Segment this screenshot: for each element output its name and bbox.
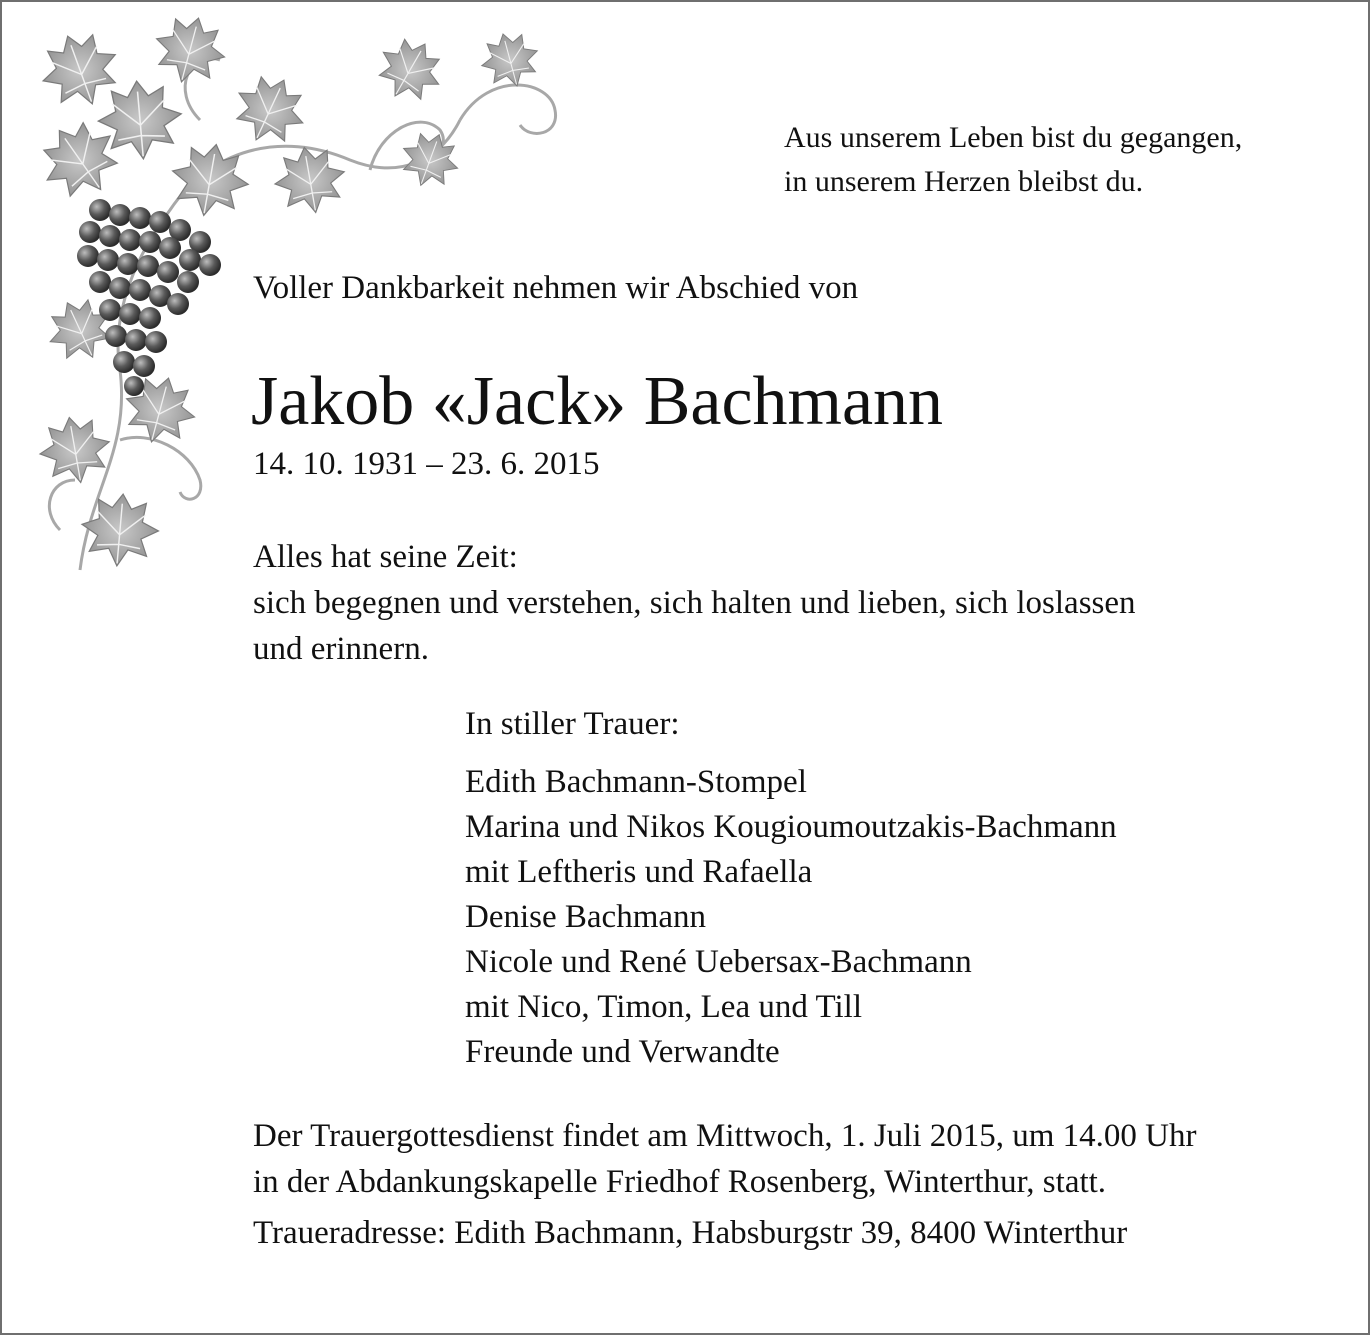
grape-cluster [77, 199, 221, 396]
motto-line: Aus unserem Leben bist du gegangen, [784, 121, 1243, 154]
mourning-heading: In stiller Trauer: [465, 706, 680, 742]
mourner-entry: Edith Bachmann-Stompel [465, 764, 807, 800]
service-announcement [253, 1113, 1196, 1205]
motto-verse [784, 116, 1242, 204]
deceased-name: Jakob «Jack» Bachmann [251, 363, 944, 440]
mourner-entry: Nicole und René Uebersax-Bachmann [465, 944, 972, 980]
mourner-entry: Freunde und Verwandte [465, 1034, 780, 1070]
quote-block [253, 534, 1136, 672]
intro-line: Voller Dankbarkeit nehmen wir Abschied von [253, 270, 859, 306]
motto-line: in unserem Herzen bleibst du. [784, 165, 1144, 198]
mourner-entry: Denise Bachmann [465, 899, 707, 935]
mourners-list [465, 760, 1117, 1075]
life-dates: 14. 10. 1931 – 23. 6. 2015 [253, 446, 600, 482]
mourner-entry: Marina und Nikos Kougioumoutzakis-Bachmann [465, 809, 1117, 845]
mourner-entry: mit Nico, Timon, Lea und Till [465, 989, 862, 1025]
mourner-entry: mit Leftheris und Rafaella [465, 854, 813, 890]
quote-line: Alles hat seine Zeit: [253, 539, 518, 575]
quote-line: sich begegnen und verstehen, sich halten und lieben, sich loslassen [253, 585, 1136, 621]
service-line: Der Trauergottesdienst findet am Mittwoch, 1. Juli 2015, um 14.00 Uhr [253, 1118, 1197, 1154]
mourning-address: Traueradresse: Edith Bachmann, Habsburgstr 39, 8400 Winterthur [253, 1215, 1128, 1251]
service-line: in der Abdankungskapelle Friedhof Rosenberg, Winterthur, statt. [253, 1164, 1107, 1200]
quote-line: und erinnern. [253, 631, 429, 667]
